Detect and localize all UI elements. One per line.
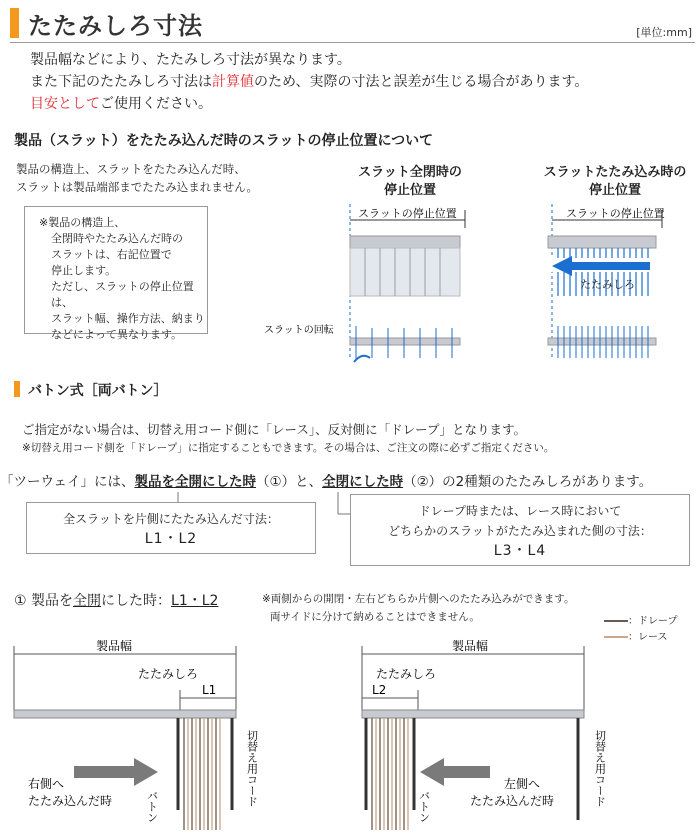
box2-value: L3・L4: [493, 543, 547, 559]
fig1-title: [350, 164, 470, 200]
intro-line-2-a: また下記のたたみしろ寸法は: [30, 74, 212, 90]
left-label-b: たたみ込んだ時: [470, 794, 555, 808]
rail-right: [362, 710, 584, 718]
fig2-title-1: スラットたたみ込み時の: [543, 165, 687, 180]
rail-left: [14, 710, 236, 718]
rail-2: [350, 338, 460, 345]
note-line-7: などによって異なります。: [51, 328, 183, 341]
fig1-title-1: スラット全閉時の: [358, 165, 462, 180]
arrow-left: [420, 758, 490, 786]
cord-label-left: 切替え用コード: [245, 730, 259, 807]
open-heading: [14, 590, 218, 610]
box-l1l2: [26, 502, 316, 554]
slat-desc-1: 製品の構造上、スラットをたたみ込んだ時、: [16, 162, 246, 176]
baton-label-right: バトン: [417, 790, 431, 823]
intro-line-1: 製品幅などにより、たたみしろ寸法が異なります。: [30, 52, 351, 68]
box1-text: 全スラットを片側にたたみ込んだ寸法：: [63, 512, 279, 526]
box2-text-2: どちらかのスラットがたたみ込まれた側の寸法：: [388, 524, 652, 538]
open-diagram: [0, 630, 700, 837]
arrow-right: [74, 758, 158, 786]
slat-note-box: [24, 206, 208, 341]
open-note: [262, 590, 574, 626]
width-label-left: 製品幅: [96, 639, 133, 653]
fig1-title-2: 停止位置: [383, 183, 436, 198]
legend-lace-label: ：レース: [628, 632, 668, 643]
right-label-b: たたみ込んだ時: [28, 794, 113, 808]
width-label-right: 製品幅: [452, 639, 489, 653]
rail-3: [548, 236, 656, 248]
baton-line-2: ※切替え用コード側を「ドレープ」に指定することもできます。その場合は、ご注文の際に必ずご指定ください。: [22, 442, 555, 454]
note-line-3: スラットは、右記位置で: [51, 248, 172, 261]
page-title: たたみしろ寸法: [28, 12, 203, 40]
open-heading-a: ① 製品を: [14, 593, 74, 609]
rotate-label: スラットの回転: [264, 325, 334, 336]
twoway-b: 製品を全開にした時: [134, 474, 256, 490]
open-heading-d: L1・L2: [171, 593, 219, 609]
legend-drape: [604, 614, 678, 630]
baton-heading: バトン式［両バトン］: [28, 383, 168, 399]
intro-line-2-red: 計算値: [212, 74, 254, 90]
stop-label-2: スラットの停止位置: [566, 207, 665, 220]
note-line-2: 全閉時やたたみ込んだ時の: [51, 232, 183, 245]
intro-line-2: [30, 72, 588, 93]
box1-value: L1・L2: [144, 531, 198, 547]
legend-drape-label: ：ドレープ: [628, 616, 678, 627]
note-line-6: スラット幅、操作方法、納まり: [51, 312, 205, 325]
slat-stop-diagram: [230, 200, 700, 375]
legend-drape-swatch: [604, 620, 628, 622]
stop-label-1: スラットの停止位置: [358, 207, 457, 220]
title-accent-bar: [10, 8, 19, 38]
unit-label: [単位:mm]: [636, 26, 692, 39]
right-label-a: 右側へ: [28, 777, 65, 791]
left-label-a: 左側へ: [504, 777, 541, 791]
box-l3l4: [350, 494, 690, 566]
slat-desc-2: スラットは製品端部までたたみ込まれません。: [16, 180, 258, 194]
fold-label-right: たたみしろ: [376, 667, 437, 681]
twoway-d: 全閉にした時: [322, 474, 404, 490]
l2-label: L2: [372, 683, 387, 697]
fig2-title: [530, 164, 700, 200]
intro-line-3: [30, 94, 212, 115]
baton-label-left: バトン: [145, 790, 159, 823]
l1-label: L1: [202, 683, 217, 697]
twoway-c: （①）と、: [255, 474, 323, 490]
baton-line-1: ご指定がない場合は、切替え用コード側に「レース」、反対側に「ドレープ」となります。: [22, 422, 527, 437]
intro-line-2-b: のため、実際の寸法と誤差が生じる場合があります。: [254, 74, 589, 90]
slat-section-heading: 製品（スラット）をたたみ込んだ時のスラットの停止位置について: [14, 133, 434, 149]
fold-label-left: たたみしろ: [138, 667, 199, 681]
closed-slats: [350, 248, 460, 296]
box2-text-1: ドレープ時または、レース時において: [418, 504, 622, 518]
cord-label-right: 切替え用コード: [593, 730, 607, 807]
open-heading-c: にした時：: [101, 593, 172, 609]
intro-line-3-red: 目安として: [30, 96, 100, 112]
open-heading-b: 全開: [73, 593, 102, 609]
open-note-1: ※両側からの開閉・左右どちらか片側へのたたみ込みができます。: [262, 593, 575, 605]
slat-desc: [16, 160, 258, 196]
note-line-4: 停止します。: [51, 264, 117, 277]
fold-label: たたみしろ: [580, 278, 635, 291]
twoway-line: [0, 470, 652, 490]
title-divider: [10, 42, 695, 43]
rail-1: [350, 236, 460, 248]
twoway-a: 「ツーウェイ」には、: [0, 474, 135, 490]
open-note-2: 両サイドに分けて納めることはできません。: [270, 611, 480, 623]
fig2-title-2: 停止位置: [588, 183, 641, 198]
intro-line-3-b: ご使用ください。: [100, 96, 212, 112]
baton-accent-bar: [14, 381, 20, 397]
note-line-1: ※製品の構造上、: [39, 216, 126, 229]
note-line-5: ただし、スラットの停止位置は、: [51, 280, 194, 309]
twoway-e: （②）の2種類のたたみしろがあります。: [403, 474, 653, 490]
